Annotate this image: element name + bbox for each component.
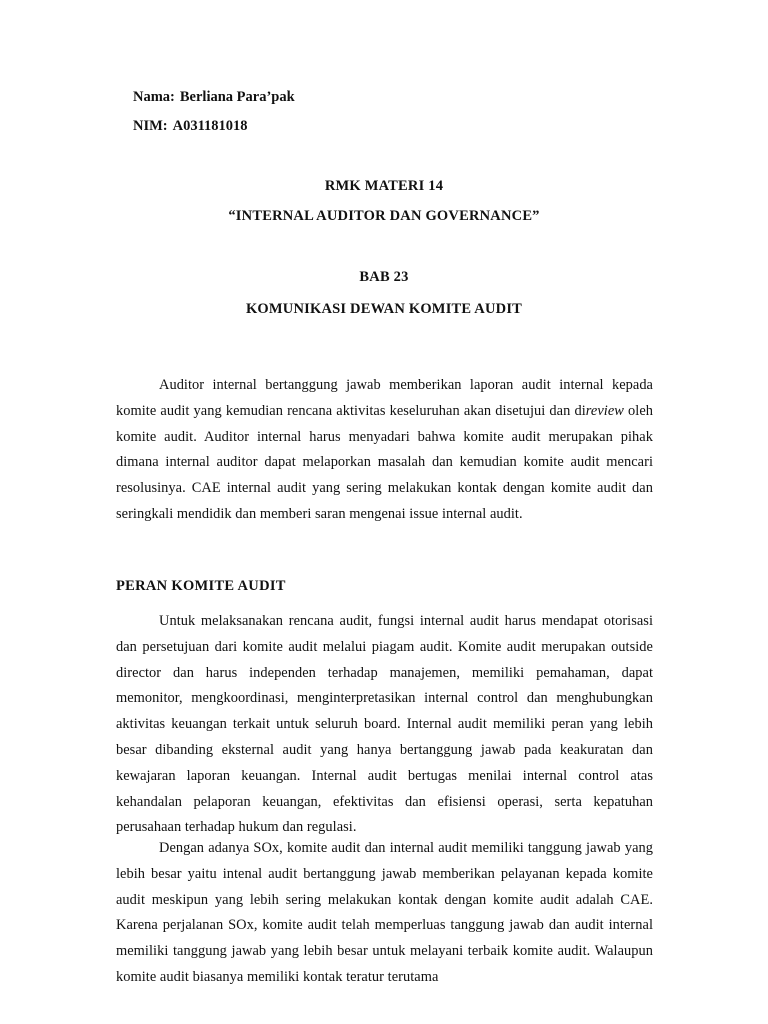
name-value: Berliana Para’pak [179, 89, 295, 105]
section-heading: PERAN KOMITE AUDIT [116, 578, 286, 594]
intro-italic-word: review [585, 402, 624, 419]
name-label: Nama: [133, 89, 175, 105]
section-paragraph-1 [116, 609, 653, 841]
paragraph-1-text: Untuk melaksanakan rencana audit, fungsi internal audit harus mendapat otorisasi dan persetujuan dari komite audit melalui piagam audit. Komite audit merupakan outside director dan harus independen terhadap manajemen, memiliki pemahaman, dapat memonitor, mengkoordinasi, menginterpretasikan internal control dan menghubungkan aktivitas keuangan terkait untuk seluruh board. Internal audit memiliki peran yang lebih besar dibanding eksternal audit yang hanya bertanggung jawab pada keakuratan dan kewajaran laporan keuangan. Internal audit bertugas menilai internal control atas kehandalan pelaporan keuangan, efektivitas dan efisiensi operasi, serta kepatuhan perusahaan terhadap hukum dan regulasi. [116, 613, 653, 836]
intro-text-part2: oleh komite audit. Auditor internal harus menyadari bahwa komite audit merupakan pihak dimana internal auditor dapat melaporkan masalah dan kemudian komite audit mencari resolusinya. CAE internal audit yang sering melakukan kontak dengan komite audit dan seringkali mendidik dan memberi saran mengenai issue internal audit. [116, 402, 654, 522]
chapter-number: BAB 23 [359, 269, 409, 285]
intro-paragraph [116, 373, 653, 528]
nim-value: A031181018 [172, 118, 248, 134]
intro-text-part1: Auditor internal bertanggung jawab memberikan laporan audit internal kepada komite audit yang kemudian rencana aktivitas keseluruhan akan disetujui dan di [116, 377, 653, 419]
section-paragraph-2 [116, 836, 653, 991]
document-title: RMK MATERI 14 [324, 178, 444, 194]
student-name-line [133, 88, 295, 106]
paragraph-2-text: Dengan adanya SOx, komite audit dan internal audit memiliki tanggung jawab yang lebih besar yaitu intenal audit bertanggung jawab memberikan pelayanan kepada komite audit meskipun yang lebih sering melakukan kontak dengan komite audit adalah CAE. Karena perjalanan SOx, komite audit telah memperluas tanggung jawab dan audit internal memiliki tanggung jawab yang lebih besar untuk melayani terbaik komite audit. Walaupun komite audit biasanya memiliki kontak teratur terutama [116, 840, 653, 985]
document-subtitle: “INTERNAL AUDITOR DAN GOVERNANCE” [228, 208, 540, 224]
chapter-title: KOMUNIKASI DEWAN KOMITE AUDIT [245, 301, 523, 317]
nim-label: NIM: [133, 118, 168, 134]
student-nim-line [133, 117, 248, 135]
